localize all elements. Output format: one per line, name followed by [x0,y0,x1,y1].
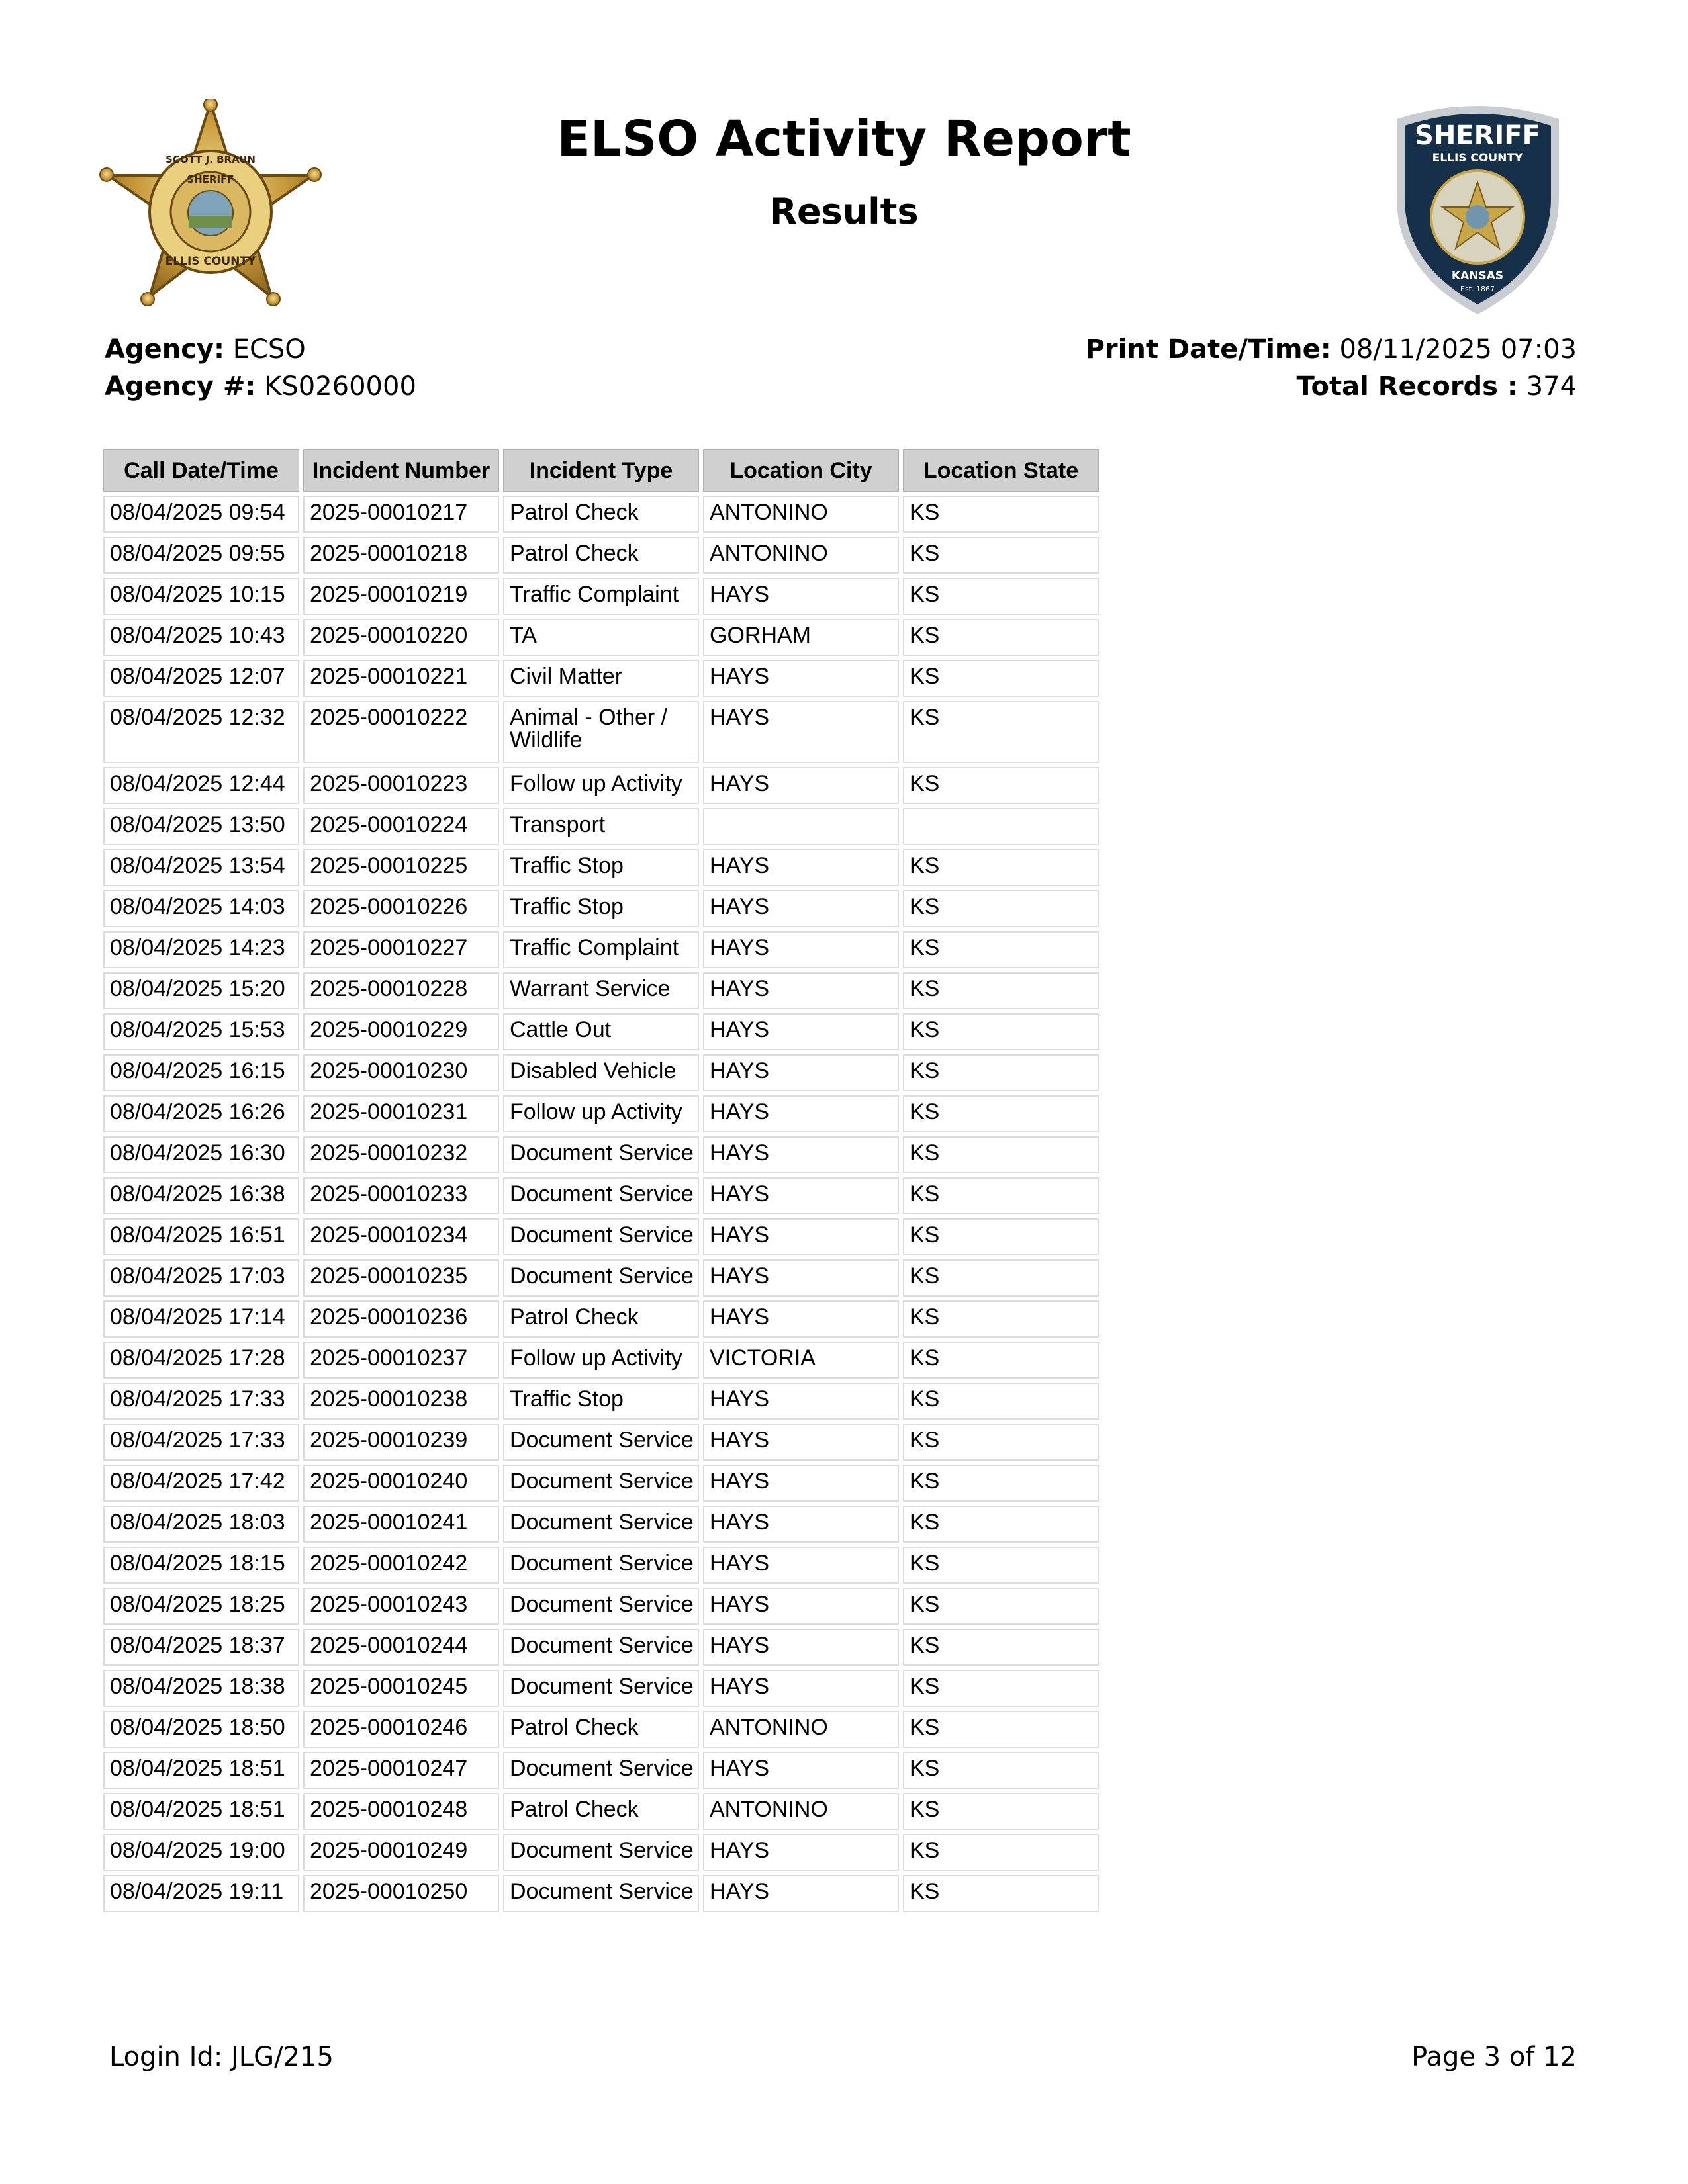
cell-call-datetime: 08/04/2025 18:37 [103,1629,299,1666]
cell-call-datetime: 08/04/2025 17:14 [103,1300,299,1338]
table-row [103,496,1099,533]
cell-call-datetime: 08/04/2025 16:51 [103,1218,299,1255]
cell-call-datetime: 08/04/2025 18:38 [103,1670,299,1707]
cell-location-state: KS [903,1136,1099,1173]
cell-incident-type: Traffic Stop [503,1383,699,1420]
cell-location-state: KS [903,496,1099,533]
table-row [103,972,1099,1009]
cell-incident-type: Animal - Other / Wildlife [503,701,699,763]
cell-incident-number: 2025-00010220 [303,619,499,656]
cell-incident-type: Document Service [503,1136,699,1173]
cell-location-state: KS [903,1752,1099,1789]
shield-subtitle-text: ELLIS COUNTY [1432,152,1523,165]
cell-incident-type: Document Service [503,1875,699,1912]
cell-location-state: KS [903,1383,1099,1420]
print-info [1086,331,1577,405]
page-number: Page 3 of 12 [1411,2042,1577,2072]
shield-title-text: SHERIFF [1415,120,1540,151]
cell-incident-type: Cattle Out [503,1013,699,1050]
table-row [103,1588,1099,1625]
cell-location-city: HAYS [703,1834,899,1871]
cell-incident-number: 2025-00010246 [303,1711,499,1748]
cell-call-datetime: 08/04/2025 17:33 [103,1383,299,1420]
table-row [103,1711,1099,1748]
table-row [103,1547,1099,1584]
total-records-label: Total Records : [1296,371,1518,402]
cell-call-datetime: 08/04/2025 15:53 [103,1013,299,1050]
table-row [103,1095,1099,1132]
cell-location-city: ANTONINO [703,496,899,533]
table-row [103,619,1099,656]
cell-incident-type: Document Service [503,1424,699,1461]
cell-incident-number: 2025-00010223 [303,767,499,804]
cell-incident-number: 2025-00010243 [303,1588,499,1625]
table-row [103,931,1099,968]
cell-call-datetime: 08/04/2025 18:03 [103,1506,299,1543]
cell-location-city: HAYS [703,890,899,927]
cell-location-city: HAYS [703,1588,899,1625]
cell-location-state: KS [903,1218,1099,1255]
cell-incident-number: 2025-00010232 [303,1136,499,1173]
cell-incident-type: Patrol Check [503,1793,699,1830]
cell-incident-number: 2025-00010229 [303,1013,499,1050]
table-row [103,1177,1099,1214]
table-row [103,1218,1099,1255]
print-datetime-value: 08/11/2025 07:03 [1339,334,1577,365]
cell-location-state: KS [903,1711,1099,1748]
table-row [103,1752,1099,1789]
cell-location-state: KS [903,578,1099,615]
cell-location-state: KS [903,1506,1099,1543]
table-row [103,1136,1099,1173]
table-row [103,767,1099,804]
cell-location-state: KS [903,1588,1099,1625]
cell-location-city: ANTONINO [703,537,899,574]
report-subtitle: Results [769,191,919,232]
cell-location-city: HAYS [703,1424,899,1461]
cell-incident-number: 2025-00010217 [303,496,499,533]
cell-location-city: HAYS [703,1506,899,1543]
cell-location-city: HAYS [703,578,899,615]
cell-location-city: HAYS [703,1136,899,1173]
cell-incident-type: Traffic Complaint [503,931,699,968]
cell-location-city: HAYS [703,1383,899,1420]
total-records-line [1086,368,1577,405]
cell-incident-number: 2025-00010225 [303,849,499,886]
cell-location-city: HAYS [703,1547,899,1584]
cell-location-state: KS [903,701,1099,763]
total-records-value: 374 [1526,371,1577,402]
cell-incident-number: 2025-00010238 [303,1383,499,1420]
table-row [103,1506,1099,1543]
cell-incident-type: Document Service [503,1752,699,1789]
cell-incident-number: 2025-00010235 [303,1259,499,1297]
cell-call-datetime: 08/04/2025 09:54 [103,496,299,533]
report-title: ELSO Activity Report [557,111,1131,167]
cell-incident-number: 2025-00010218 [303,537,499,574]
cell-incident-type: Patrol Check [503,1300,699,1338]
cell-location-city: HAYS [703,972,899,1009]
cell-incident-number: 2025-00010245 [303,1670,499,1707]
cell-location-state: KS [903,1834,1099,1871]
cell-location-state: KS [903,972,1099,1009]
cell-location-city: ANTONINO [703,1711,899,1748]
table-row [103,1875,1099,1912]
cell-incident-number: 2025-00010234 [303,1218,499,1255]
cell-call-datetime: 08/04/2025 16:15 [103,1054,299,1091]
star-badge-top-text: SCOTT J. BRAUN [165,154,256,165]
cell-location-city: HAYS [703,1095,899,1132]
star-badge-mid-text: SHERIFF [187,173,234,185]
cell-incident-number: 2025-00010228 [303,972,499,1009]
print-datetime-label: Print Date/Time: [1085,334,1331,365]
cell-location-state: KS [903,1465,1099,1502]
table-row [103,1013,1099,1050]
table-row [103,1054,1099,1091]
table-row [103,660,1099,697]
cell-incident-type: Document Service [503,1670,699,1707]
cell-location-city: HAYS [703,1670,899,1707]
cell-location-city: HAYS [703,1218,899,1255]
cell-incident-type: Traffic Complaint [503,578,699,615]
cell-incident-type: Document Service [503,1629,699,1666]
cell-incident-type: Transport [503,808,699,845]
cell-call-datetime: 08/04/2025 17:33 [103,1424,299,1461]
table-row [103,1300,1099,1338]
cell-location-state: KS [903,1424,1099,1461]
cell-incident-number: 2025-00010250 [303,1875,499,1912]
cell-location-state: KS [903,1300,1099,1338]
cell-incident-number: 2025-00010236 [303,1300,499,1338]
cell-location-city: HAYS [703,1259,899,1297]
cell-incident-number: 2025-00010230 [303,1054,499,1091]
agency-number-label: Agency #: [105,371,256,402]
agency-value: ECSO [232,334,306,365]
cell-incident-type: Follow up Activity [503,1095,699,1132]
cell-call-datetime: 08/04/2025 12:32 [103,701,299,763]
cell-location-state: KS [903,1875,1099,1912]
cell-call-datetime: 08/04/2025 16:30 [103,1136,299,1173]
cell-call-datetime: 08/04/2025 13:50 [103,808,299,845]
cell-location-state: KS [903,1259,1099,1297]
table-row [103,1670,1099,1707]
cell-call-datetime: 08/04/2025 18:51 [103,1752,299,1789]
cell-incident-type: Follow up Activity [503,1342,699,1379]
cell-call-datetime: 08/04/2025 09:55 [103,537,299,574]
cell-location-city [703,808,899,845]
sheriff-shield-patch-icon [1390,99,1566,318]
table-row [103,1793,1099,1830]
agency-line [105,331,416,368]
print-datetime-line [1086,331,1577,368]
cell-incident-type: Patrol Check [503,1711,699,1748]
cell-incident-type: Document Service [503,1177,699,1214]
cell-incident-type: Document Service [503,1218,699,1255]
column-header-location-state: Location State [903,449,1099,492]
cell-location-city: HAYS [703,767,899,804]
cell-call-datetime: 08/04/2025 16:26 [103,1095,299,1132]
cell-location-state: KS [903,1095,1099,1132]
cell-location-state: KS [903,1547,1099,1584]
cell-incident-type: Document Service [503,1506,699,1543]
cell-incident-type: Document Service [503,1259,699,1297]
cell-call-datetime: 08/04/2025 16:38 [103,1177,299,1214]
cell-location-city: HAYS [703,1054,899,1091]
cell-call-datetime: 08/04/2025 10:15 [103,578,299,615]
results-table [99,445,1103,1916]
cell-call-datetime: 08/04/2025 13:54 [103,849,299,886]
column-header-incident-type: Incident Type [503,449,699,492]
cell-incident-type: Traffic Stop [503,849,699,886]
agency-label: Agency: [105,334,224,365]
cell-incident-type: Follow up Activity [503,767,699,804]
cell-call-datetime: 08/04/2025 15:20 [103,972,299,1009]
cell-incident-number: 2025-00010239 [303,1424,499,1461]
cell-call-datetime: 08/04/2025 18:50 [103,1711,299,1748]
cell-location-state: KS [903,1054,1099,1091]
cell-incident-number: 2025-00010249 [303,1834,499,1871]
cell-call-datetime: 08/04/2025 19:11 [103,1875,299,1912]
table-row [103,537,1099,574]
cell-incident-number: 2025-00010244 [303,1629,499,1666]
cell-location-city: VICTORIA [703,1342,899,1379]
cell-incident-type: Patrol Check [503,537,699,574]
cell-call-datetime: 08/04/2025 17:42 [103,1465,299,1502]
table-row [103,1383,1099,1420]
cell-location-city: ANTONINO [703,1793,899,1830]
cell-incident-type: Traffic Stop [503,890,699,927]
cell-location-city: HAYS [703,1465,899,1502]
table-row [103,890,1099,927]
cell-incident-type: Patrol Check [503,496,699,533]
cell-location-state: KS [903,1793,1099,1830]
cell-call-datetime: 08/04/2025 10:43 [103,619,299,656]
column-header-incident-number: Incident Number [303,449,499,492]
cell-location-city: HAYS [703,1177,899,1214]
cell-incident-number: 2025-00010248 [303,1793,499,1830]
agency-info [105,331,416,405]
cell-location-city: HAYS [703,849,899,886]
cell-incident-number: 2025-00010233 [303,1177,499,1214]
shield-est-text: Est. 1867 [1460,285,1495,293]
agency-number-line [105,368,416,405]
table-row [103,1629,1099,1666]
cell-location-city: HAYS [703,701,899,763]
cell-incident-number: 2025-00010226 [303,890,499,927]
cell-location-city: HAYS [703,931,899,968]
table-row [103,578,1099,615]
cell-call-datetime: 08/04/2025 18:15 [103,1547,299,1584]
cell-location-city: GORHAM [703,619,899,656]
cell-call-datetime: 08/04/2025 18:51 [103,1793,299,1830]
cell-incident-number: 2025-00010227 [303,931,499,968]
cell-location-state: KS [903,849,1099,886]
cell-incident-number: 2025-00010221 [303,660,499,697]
cell-incident-number: 2025-00010242 [303,1547,499,1584]
table-row [103,1259,1099,1297]
cell-call-datetime: 08/04/2025 17:03 [103,1259,299,1297]
cell-call-datetime: 08/04/2025 12:07 [103,660,299,697]
cell-location-state: KS [903,660,1099,697]
cell-location-city: HAYS [703,1300,899,1338]
cell-location-state: KS [903,1013,1099,1050]
cell-incident-type: Civil Matter [503,660,699,697]
cell-incident-type: Disabled Vehicle [503,1054,699,1091]
cell-incident-type: Document Service [503,1588,699,1625]
table-row [103,1424,1099,1461]
table-row [103,1342,1099,1379]
table-header-row [103,449,1099,492]
column-header-location-city: Location City [703,449,899,492]
cell-location-state: KS [903,1342,1099,1379]
cell-location-city: HAYS [703,660,899,697]
cell-incident-type: Document Service [503,1465,699,1502]
cell-call-datetime: 08/04/2025 18:25 [103,1588,299,1625]
cell-location-state: KS [903,537,1099,574]
cell-incident-number: 2025-00010231 [303,1095,499,1132]
cell-call-datetime: 08/04/2025 19:00 [103,1834,299,1871]
cell-location-state: KS [903,931,1099,968]
cell-incident-type: Document Service [503,1834,699,1871]
shield-kansas-text: KANSAS [1451,269,1504,283]
cell-incident-number: 2025-00010222 [303,701,499,763]
cell-incident-number: 2025-00010224 [303,808,499,845]
cell-location-state: KS [903,767,1099,804]
cell-call-datetime: 08/04/2025 12:44 [103,767,299,804]
cell-location-state: KS [903,1177,1099,1214]
cell-location-state [903,808,1099,845]
cell-location-city: HAYS [703,1875,899,1912]
table-row [103,1465,1099,1502]
cell-incident-type: Document Service [503,1547,699,1584]
table-row [103,701,1099,763]
login-id: Login Id: JLG/215 [109,2042,334,2072]
cell-incident-number: 2025-00010247 [303,1752,499,1789]
cell-call-datetime: 08/04/2025 14:23 [103,931,299,968]
agency-number-value: KS0260000 [264,371,416,402]
cell-incident-number: 2025-00010241 [303,1506,499,1543]
cell-incident-number: 2025-00010219 [303,578,499,615]
star-badge-bottom-text: ELLIS COUNTY [165,255,256,268]
cell-incident-type: Warrant Service [503,972,699,1009]
table-row [103,1834,1099,1871]
cell-location-state: KS [903,619,1099,656]
cell-location-city: HAYS [703,1629,899,1666]
cell-location-city: HAYS [703,1752,899,1789]
table-row [103,849,1099,886]
cell-incident-type: TA [503,619,699,656]
cell-incident-number: 2025-00010237 [303,1342,499,1379]
column-header-call-datetime: Call Date/Time [103,449,299,492]
cell-call-datetime: 08/04/2025 14:03 [103,890,299,927]
cell-location-state: KS [903,890,1099,927]
cell-location-state: KS [903,1670,1099,1707]
table-row [103,808,1099,845]
cell-incident-number: 2025-00010240 [303,1465,499,1502]
cell-location-city: HAYS [703,1013,899,1050]
cell-location-state: KS [903,1629,1099,1666]
cell-call-datetime: 08/04/2025 17:28 [103,1342,299,1379]
